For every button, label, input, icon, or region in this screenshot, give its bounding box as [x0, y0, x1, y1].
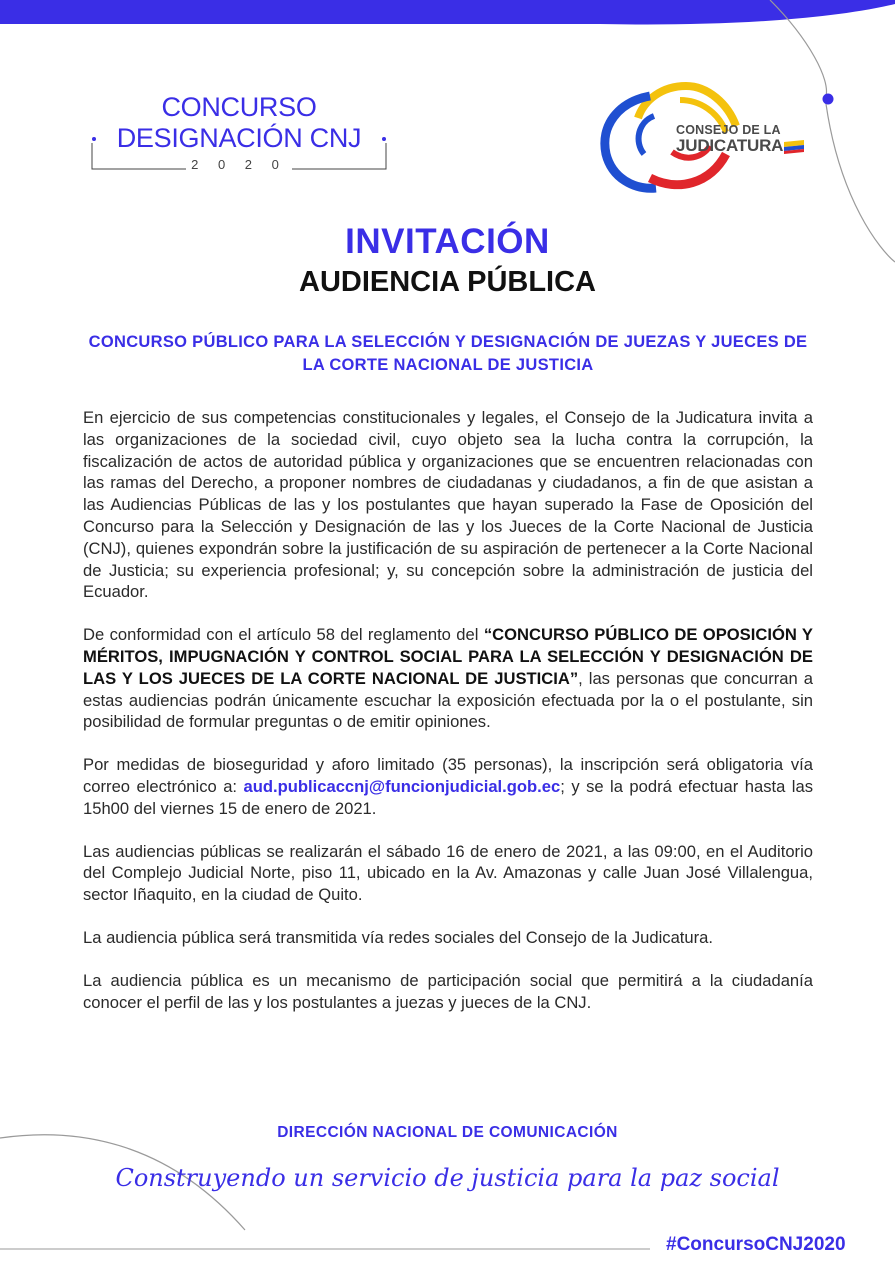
page-title: INVITACIÓN — [345, 222, 550, 261]
paragraph-3-end: ; y se la podrá efectuar hasta las 15h00 del viernes 15 de enero de 2021. — [83, 776, 814, 818]
paragraph-2-end: , las personas que concurran a estas audiencias podrán únicamente escuchar la exposición efectuada por la o el postulante, sin posibilidad de formular preguntas o de emitir opiniones. — [83, 668, 813, 732]
slogan: Construyendo un servicio de justicia para la paz social — [115, 1164, 780, 1192]
judicatura-logo-line1: CONSEJO DE LA — [676, 123, 781, 137]
email-link[interactable]: aud.publicaccnj@funcionjudicial.gob.ec — [243, 776, 561, 796]
contest-name: CONCURSO PÚBLICO PARA LA SELECCIÓN Y DESIGNACIÓN DE JUEZAS Y JUECES DE LA CORTE NACIONAL DE JUSTICIA — [88, 333, 808, 374]
direction-name: DIRECCIÓN NACIONAL DE COMUNICACIÓN — [277, 1124, 618, 1141]
paragraph-2 — [83, 624, 813, 733]
paragraph-5: La audiencia pública será transmitida vía redes sociales del Consejo de la Judicatura. — [83, 927, 714, 947]
body-text — [83, 407, 813, 1034]
paragraph-6: La audiencia pública es un mecanismo de participación social que permitirá a la ciudadanía conocer el perfil de las y los postulantes a juezas y jueces de la CNJ. — [83, 970, 813, 1012]
judicatura-logo-line2: JUDICATURA — [676, 136, 784, 155]
ecuador-flag-icon — [784, 140, 804, 154]
paragraph-1: En ejercicio de sus competencias constitucionales y legales, el Consejo de la Judicatura invita a las organizaciones de la sociedad civil, cuyo objeto sea la lucha contra la corrupción, la fiscalización de actos de autoridad pública y organizaciones que se encuentren relacionadas con las ramas del Derecho, a proponer nombres de ciudadanas y ciudadanos, a fin de que asistan a las Audiencias Públicas de las y los postulantes que hayan superado la Fase de Oposición del Concurso para la Selección y Designación de las y los Jueces de la Corte Nacional de Justicia (CNJ), quienes expondrán sobre la justificación de su aspiración de pertenecer a la Corte Nacional de Justicia; su experiencia profesional; y, su concepción sobre la administración de justicia del Ecuador. — [83, 408, 813, 602]
judicatura-logo-text — [676, 123, 783, 154]
paragraph-3-start: Por medidas de bioseguridad y aforo limitado (35 personas), la inscripción será obligatoria vía correo electrónico a: — [83, 755, 813, 796]
hashtag: #ConcursoCNJ2020 — [666, 1234, 846, 1255]
paragraph-4: Las audiencias públicas se realizarán el sábado 16 de enero de 2021, a las 09:00, en el Auditorio del Complejo Judicial Norte, piso 11, ubicado en la Av. Amazonas y calle Juan José Villalengua, sector Iñaquito, en la ciudad de Quito. — [83, 841, 813, 905]
contest-logo-line2-text: DESIGNACIÓN CNJ — [116, 123, 362, 153]
paragraph-2-start: De conformidad con el artículo 58 del reglamento del — [83, 625, 484, 645]
paragraph-2-bold: “CONCURSO PÚBLICO DE OPOSICIÓN Y MÉRITOS, IMPUGNACIÓN Y CONTROL SOCIAL PARA LA SELECCIÓN Y DESIGNACIÓN DE LAS Y LOS JUECES DE LA CORTE NACIONAL DE JUSTICIA” — [83, 625, 813, 688]
contest-logo-year: 2 0 2 0 — [191, 157, 287, 172]
page-subtitle: AUDIENCIA PÚBLICA — [299, 266, 596, 298]
top-band — [0, 0, 895, 26]
contest-logo-line1: CONCURSO — [161, 92, 317, 122]
contest-logo-frame — [86, 133, 392, 175]
paragraph-3 — [83, 754, 813, 819]
